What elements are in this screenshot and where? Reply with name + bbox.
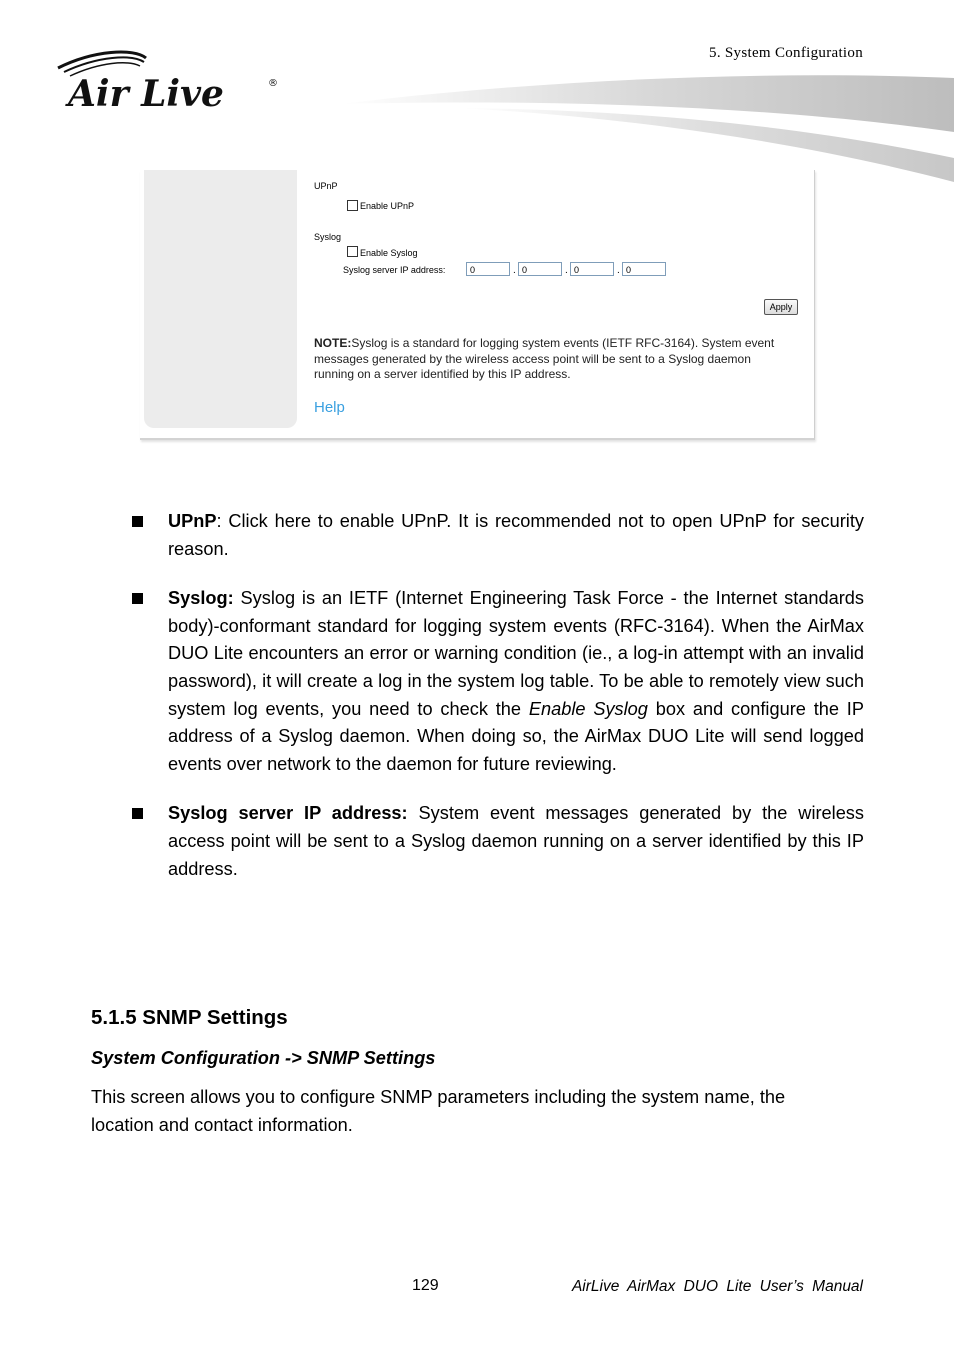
section-title: 5.1.5 SNMP Settings	[91, 1006, 288, 1029]
logo-text: Air Live	[68, 73, 224, 114]
bullet-text: System event messages generated by the wireless access point will be sent to a Syslog daemon running on a server identified by this IP address.	[168, 803, 864, 879]
note-label: NOTE:	[314, 336, 352, 350]
bullet-term: UPnP	[168, 511, 217, 531]
manual-title: AirLive AirMax DUO Lite User’s Manual	[571, 1278, 863, 1295]
syslog-heading: Syslog	[314, 232, 342, 242]
note-text: Syslog is a standard for logging system events (IETF RFC-3164). System event messages generated by the wireless access point will be sent to a Syslog daemon running on a server identified by this IP address.	[314, 336, 775, 381]
enable-upnp-label: Enable UPnP	[360, 201, 415, 211]
syslog-note	[314, 336, 794, 383]
section-description: This screen allows you to configure SNMP parameters including the system name, the location and contact information.	[91, 1087, 786, 1135]
ip-separator: .	[565, 265, 568, 276]
square-bullet-icon	[132, 516, 143, 527]
help-link[interactable]: Help	[314, 399, 345, 416]
bullet-sep: :	[216, 511, 229, 531]
enable-syslog-checkbox[interactable]	[347, 246, 358, 257]
ip-octet-2-input[interactable]: 0	[518, 262, 562, 276]
header-swoosh-graphic	[340, 70, 954, 185]
sidebar-panel	[144, 170, 297, 428]
bullet-term: Syslog:	[168, 588, 234, 609]
bullet-italic: Enable Syslog	[528, 698, 648, 719]
upnp-syslog-screenshot	[140, 170, 815, 440]
syslog-ip-label: Syslog server IP address:	[343, 265, 446, 275]
list-item	[130, 585, 864, 778]
ip-octet-4-input[interactable]: 0	[622, 262, 666, 276]
airlive-logo	[54, 48, 284, 114]
enable-upnp-checkbox[interactable]	[347, 200, 358, 211]
list-item	[130, 800, 864, 883]
bullet-text: box and configure the IP address of a Syslog daemon. When doing so, the AirMax DUO Lite will send logged events over network to the daemon for future reviewing.	[168, 698, 864, 774]
section-path: System Configuration -> SNMP Settings	[91, 1048, 436, 1068]
bullet-text: Click here to enable UPnP. It is recommended not to open UPnP for security reason.	[168, 511, 864, 559]
square-bullet-icon	[132, 808, 143, 819]
apply-button[interactable]: Apply	[764, 299, 798, 315]
page-number: 129	[412, 1277, 439, 1294]
enable-syslog-label: Enable Syslog	[360, 248, 418, 258]
ip-separator: .	[617, 265, 620, 276]
bullet-term: Syslog server IP address:	[168, 803, 408, 824]
bullet-list	[130, 508, 864, 905]
upnp-heading: UPnP	[314, 181, 338, 191]
registered-mark: ®	[268, 78, 278, 89]
square-bullet-icon	[132, 593, 143, 604]
list-item	[130, 508, 864, 563]
bullet-text: Syslog is an IETF (Internet Engineering Task Force - the Internet standards body)-conformant standard for logging system events (RFC-3164). When the AirMax DUO Lite encounters an error or warning condition (ie., a log-in attempt with an invalid password), it will create a log in the system log table. To be able to remotely view such system log events, you need to check the	[168, 588, 864, 719]
ip-separator: .	[513, 265, 516, 276]
ip-octet-3-input[interactable]: 0	[570, 262, 614, 276]
ip-octet-1-input[interactable]: 0	[466, 262, 510, 276]
chapter-header: 5. System Configuration	[709, 45, 863, 61]
